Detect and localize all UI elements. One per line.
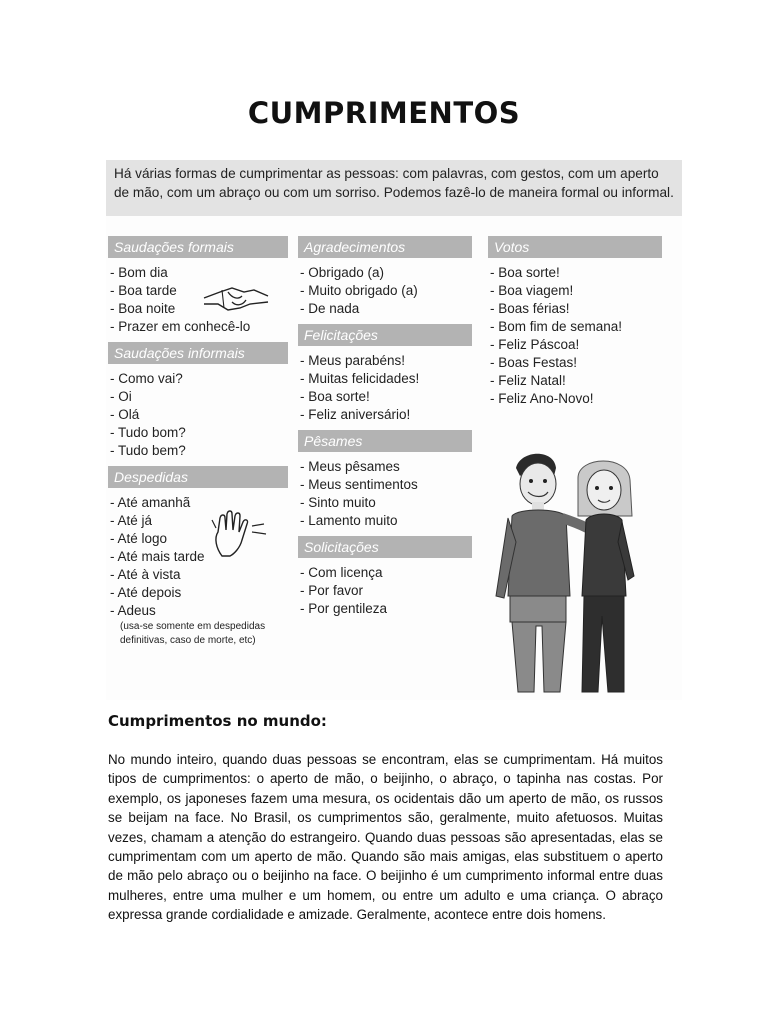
list-item: - Meus pêsames bbox=[300, 459, 400, 474]
column-2 bbox=[298, 236, 472, 624]
greetings-figure bbox=[106, 160, 682, 700]
list-item: - Muito obrigado (a) bbox=[300, 283, 418, 298]
list-item: - Feliz aniversário! bbox=[300, 407, 411, 422]
section-thanks bbox=[298, 236, 472, 318]
list-item: - Prazer em conhecê-lo bbox=[110, 319, 251, 334]
list-item: - Lamento muito bbox=[300, 513, 398, 528]
section-informal-greetings bbox=[108, 342, 288, 460]
list-item: - Até depois bbox=[110, 585, 182, 600]
list-item: - Até à vista bbox=[110, 567, 181, 582]
list-item: - Boa noite bbox=[110, 301, 176, 316]
list-item: - Meus parabéns! bbox=[300, 353, 406, 368]
list-item: - Como vai? bbox=[110, 371, 183, 386]
list-item: - Por gentileza bbox=[300, 601, 388, 616]
list-item: - Bom dia bbox=[110, 265, 168, 280]
list-item: - Boa sorte! bbox=[490, 265, 560, 280]
list-item: - Até já bbox=[110, 513, 153, 528]
list-item: - Olá bbox=[110, 407, 140, 422]
section-congratulations bbox=[298, 324, 472, 424]
section-heading: Saudações informais bbox=[108, 342, 288, 364]
column-3 bbox=[488, 236, 662, 414]
section-heading: Saudações formais bbox=[108, 236, 288, 258]
list-item: - Por favor bbox=[300, 583, 364, 598]
list-item: - Boas Festas! bbox=[490, 355, 578, 370]
list-item: - Muitas felicidades! bbox=[300, 371, 420, 386]
list-item: - Feliz Ano-Novo! bbox=[490, 391, 594, 406]
list-item: - Meus sentimentos bbox=[300, 477, 418, 492]
list-item: - Boa tarde bbox=[110, 283, 177, 298]
section-heading: Pêsames bbox=[298, 430, 472, 452]
list-item: - Boas férias! bbox=[490, 301, 570, 316]
list-item: - Tudo bom? bbox=[110, 425, 186, 440]
list-item: - Até logo bbox=[110, 531, 168, 546]
list-item: - Com licença bbox=[300, 565, 383, 580]
farewell-note: (usa-se somente em despedidas definitivas, caso de morte, etc) bbox=[120, 621, 266, 646]
section-heading: Agradecimentos bbox=[298, 236, 472, 258]
list-item: - Feliz Natal! bbox=[490, 373, 566, 388]
list-item: - De nada bbox=[300, 301, 360, 316]
section-wishes bbox=[488, 236, 662, 408]
page-title: CUMPRIMENTOS bbox=[247, 96, 521, 130]
list-item: - Feliz Páscoa! bbox=[490, 337, 580, 352]
list-item: - Boa viagem! bbox=[490, 283, 574, 298]
list-item: - Bom fim de semana! bbox=[490, 319, 623, 334]
section-requests bbox=[298, 536, 472, 618]
list-item: - Até mais tarde bbox=[110, 549, 205, 564]
list-item: - Boa sorte! bbox=[300, 389, 370, 404]
body-paragraph: No mundo inteiro, quando duas pessoas se encontram, elas se cumprimentam. Há muitos tipos de cumprimentos: o aperto de mão, o beijinho, o abraço, o tapinha nas costas. Por exemplo, os japoneses fazem uma mesura, os ocidentais dão um aperto de mão, os russos se beijam na face. No Brasil, os cumprimentos são, geralmente, muito afetuosos. Muitas vezes, chamam a atenção do estrangeiro. Quando duas pessoas são apresentadas, elas se cumprimentam com um aperto de mão. Quando são mais amigas, elas substituem o aperto de mão pelo abraço ou o beijinho na face. O beijinho é um cumprimento informal entre duas mulheres, entre uma mulher e um homem, ou entre um adulto e uma criança. O abraço expressa grande cordialidade e amizade. Geralmente, acontece entre dois homens. bbox=[108, 752, 663, 923]
couple-illustration bbox=[494, 446, 644, 696]
handshake-icon bbox=[202, 278, 272, 318]
list-item: - Tudo bem? bbox=[110, 443, 186, 458]
section-condolences bbox=[298, 430, 472, 530]
waving-hand-icon bbox=[208, 508, 268, 560]
list-item: - Até amanhã bbox=[110, 495, 191, 510]
list-item: - Sinto muito bbox=[300, 495, 376, 510]
section-heading: Felicitações bbox=[298, 324, 472, 346]
intro-box: Há várias formas de cumprimentar as pessoas: com palavras, com gestos, com um aperto de mão, com um abraço ou com um sorriso. Podemos fazê-lo de maneira formal ou informal. bbox=[106, 160, 682, 216]
list-item: - Adeus bbox=[110, 603, 156, 618]
woman-figure bbox=[578, 461, 634, 692]
section-heading: Despedidas bbox=[108, 466, 288, 488]
section-heading: Votos bbox=[488, 236, 662, 258]
section-heading: Solicitações bbox=[298, 536, 472, 558]
list-item: - Obrigado (a) bbox=[300, 265, 385, 280]
list-item: - Oi bbox=[110, 389, 132, 404]
section-subheading: Cumprimentos no mundo: bbox=[108, 712, 327, 730]
